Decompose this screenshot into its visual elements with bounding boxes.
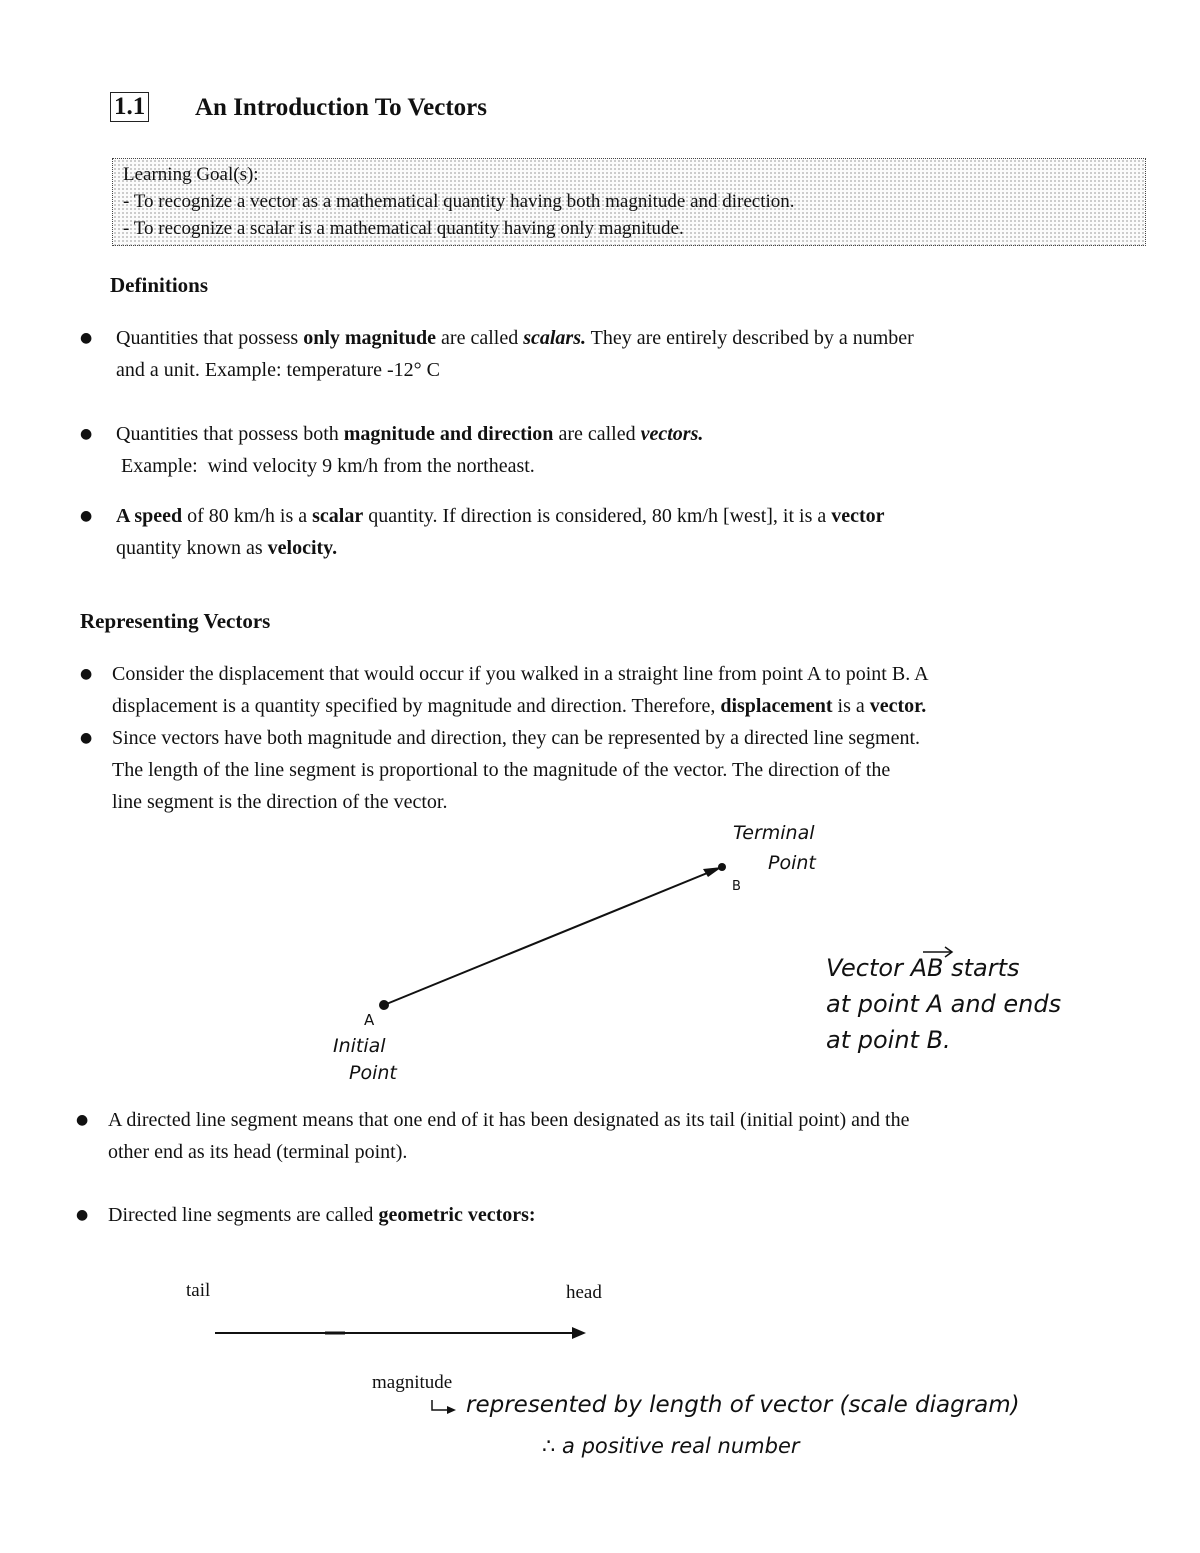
definition-speed-velocity: A speed of 80 km/h is a scalar quantity. If direction is considered, 80 km/h [west], it is a vector quantity known as velocity.	[116, 505, 885, 559]
initial-point-label: Point	[349, 1062, 397, 1084]
directed-segment-bullet: Since vectors have both magnitude and direction, they can be represented by a directed line segment. The length of the line segment is proportional to the magnitude of the vector. The direction of the line segment is the direction of the vector.	[112, 727, 921, 813]
learning-goals-label: Learning Goal(s):	[123, 164, 259, 185]
point-a-label: A	[364, 1011, 375, 1029]
terminal-label: Terminal	[733, 822, 815, 844]
bullet-icon: ●	[80, 426, 93, 442]
point-b-label: B	[732, 879, 741, 894]
point-a-marker	[379, 1000, 389, 1010]
geometric-vector-arrowhead	[572, 1327, 586, 1339]
displacement-bullet: Consider the displacement that would occur if you walked in a straight line from point A to point B. A displacement is a quantity specified by magnitude and direction. Therefore, displacement is a vector.	[112, 663, 929, 717]
note-arrow-icon	[432, 1400, 448, 1410]
vector-overline-arrow-icon	[921, 944, 957, 958]
bullet-icon: ●	[76, 1207, 89, 1223]
bullet-icon: ●	[80, 730, 93, 746]
head-label: head	[566, 1282, 602, 1303]
magnitude-note: represented by length of vector (scale diagram)	[466, 1392, 1020, 1418]
positive-real-note: ∴ a positive real number	[542, 1434, 800, 1458]
vector-ab-note: Vector AB starts at point A and ends at point B.	[826, 954, 1062, 1054]
definition-vectors: Quantities that possess both magnitude and direction are called vectors. Example: wind velocity 9 km/h from the northeast.	[116, 423, 704, 477]
geometric-vectors-bullet: Directed line segments are called geometric vectors:	[108, 1204, 536, 1226]
terminal-point-label: Point	[768, 852, 816, 874]
page-title: An Introduction To Vectors	[195, 94, 487, 121]
learning-goal-item: - To recognize a scalar is a mathematical quantity having only magnitude.	[123, 218, 684, 239]
tail-label: tail	[186, 1280, 211, 1301]
bullet-icon: ●	[76, 1112, 89, 1128]
note-arrow-head-icon	[447, 1406, 456, 1414]
bullet-icon: ●	[80, 330, 93, 346]
section-number: 1.1	[110, 92, 149, 122]
learning-goal-item: - To recognize a vector as a mathematical quantity having both magnitude and direction.	[123, 191, 795, 212]
tail-head-bullet: A directed line segment means that one end of it has been designated as its tail (initial point) and the other end as its head (terminal point).	[108, 1109, 910, 1163]
representing-vectors-heading: Representing Vectors	[80, 609, 271, 633]
initial-label: Initial	[333, 1035, 386, 1057]
definition-scalars: Quantities that possess only magnitude are called scalars. They are entirely described by a number and a unit. Example: temperature -12° C	[116, 327, 914, 381]
bullet-icon: ●	[80, 666, 93, 682]
magnitude-label: magnitude	[372, 1372, 453, 1393]
definitions-heading: Definitions	[110, 273, 209, 297]
vector-ab-arrowhead	[703, 867, 722, 877]
vector-ab-line	[384, 867, 722, 1005]
bullet-icon: ●	[80, 508, 93, 524]
